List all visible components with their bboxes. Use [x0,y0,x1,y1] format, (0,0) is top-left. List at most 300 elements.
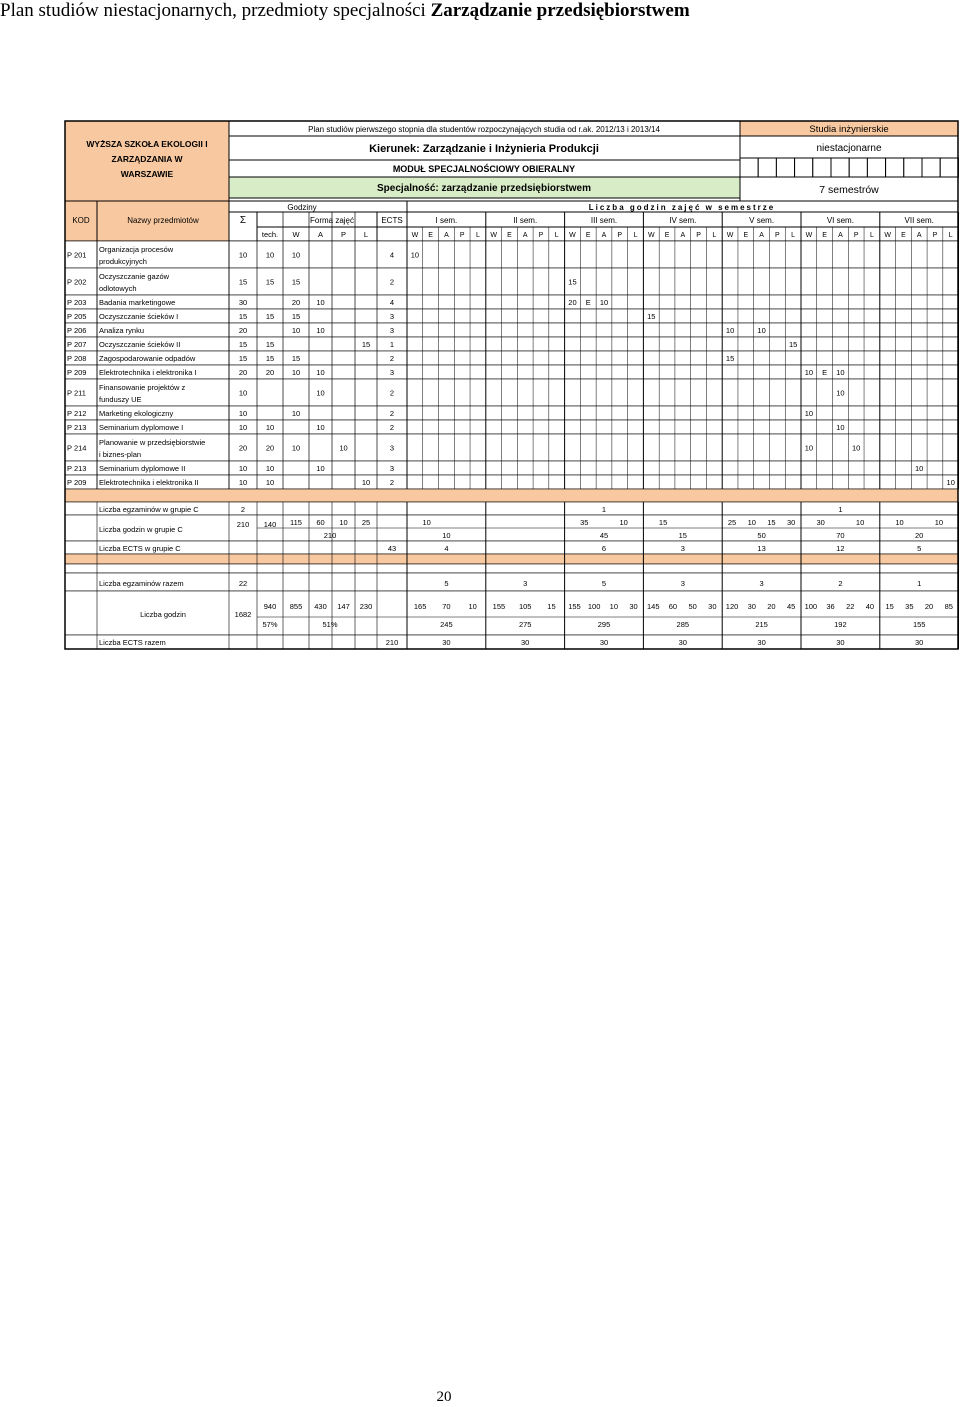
summary-value: 3 [523,579,528,588]
summary-value: 30 [757,638,766,647]
row-name: Analiza rynku [99,326,145,335]
row-sem-value: 10 [410,250,420,260]
plan-title: Plan studiów pierwszego stopnia dla studentów rozpoczynających studia od r.ak. 2012/13 i 2013/14 [308,125,660,134]
summary-value: 30 [786,518,796,527]
sem-letter: L [948,232,953,239]
row-forma: 15 [361,340,371,349]
sem-letter: E [664,232,670,239]
table-row [65,461,958,475]
sem-letter: A [601,232,607,239]
kod-label: KOD [72,216,90,225]
row-ects: 2 [389,277,395,287]
semestry: 7 semestrów [819,184,879,196]
row-tech: 20 [265,368,275,377]
sem-letter: E [743,232,749,239]
row-tech: 10 [265,250,275,260]
row-forma: 10 [291,368,301,377]
row-name: funduszy UE [99,395,142,404]
sem-letter: L [633,232,638,239]
summary-value: 30 [629,602,638,611]
form-box [740,158,758,177]
row-sum: 30 [238,298,248,307]
row-ects: 3 [389,312,395,321]
summary-value: 45 [786,602,796,611]
summary-label: Liczba egzaminów razem [99,579,184,588]
summary-value: 10 [468,602,477,611]
row-sum: 20 [238,368,248,377]
table-row [65,309,958,323]
sem-letter: E [585,232,591,239]
row-kod: P 213 [67,464,87,473]
summary-value: 1 [838,505,843,514]
summary-value: 15 [885,602,894,611]
sem-letter: W [490,232,497,239]
summary-value: 60 [668,602,678,611]
summary-value: 3 [759,579,764,588]
row-kod: P 211 [67,388,86,398]
summary-value: 155 [568,602,581,611]
summary-value: 3 [680,579,685,588]
row-tech: 10 [265,423,275,432]
summary-value: 855 [289,602,303,611]
summary-row [65,502,958,515]
table-row [65,337,958,351]
summary-value: 10 [619,518,628,527]
row-kod: P 201 [67,250,87,260]
form-box [758,158,776,177]
summary-value: 215 [755,620,768,629]
row-forma: 10 [316,326,325,335]
row-sum: 15 [238,354,248,363]
row-kod: P 209 [67,478,87,487]
sem-letter: A [759,232,764,239]
summary-value: 30 [747,602,756,611]
summary-label: Liczba ECTS w grupie C [99,544,181,553]
row-sem-value: 15 [725,354,735,363]
summary-value: 10 [895,518,904,527]
sem-letter: L [554,232,559,239]
form-box [886,158,904,177]
row-kod: P 213 [67,423,87,432]
row-sem-value: 10 [757,326,766,335]
specjalnosc: Specjalność: zarządzanie przedsiębiorstwem [377,183,591,194]
row-sem-value: 15 [568,277,577,287]
row-sum: 10 [238,409,248,418]
row-ects: 3 [389,464,395,473]
page-title [0,0,960,24]
studia-type: Studia inżynierskie [809,124,889,135]
row-ects: 2 [389,423,395,432]
form-box [922,158,940,177]
row-kod: P 207 [67,340,87,349]
summary-value: 51% [322,620,338,629]
summary-value: 35 [580,518,589,527]
summary-value: 30 [678,638,687,647]
summary-value: 275 [518,620,532,629]
sem-letter: L [712,232,717,239]
summary-value: 1 [601,505,607,514]
row-sem-value: 10 [804,368,814,377]
forma-letter: L [363,230,369,239]
row-forma: 10 [291,443,301,453]
row-tech: 20 [265,443,275,453]
row-name: Organizacja procesów [99,245,174,254]
study-plan-sheet [64,120,959,665]
summary-value: 210 [236,520,250,529]
row-forma: 15 [291,277,301,287]
row-forma: 10 [316,388,325,398]
summary-value: 3 [680,544,685,553]
table-row [65,323,958,337]
row-sem-value: 10 [836,423,845,432]
table-row [65,241,958,268]
summary-value: 12 [836,544,845,553]
godziny-header [229,201,407,212]
summary-value: 20 [915,531,924,540]
row-kod: P 205 [67,312,87,321]
row-forma: 10 [316,298,325,307]
summary-value: 100 [587,602,601,611]
summary-value: 15 [658,518,668,527]
row-ects: 4 [389,298,395,307]
summary-value: 30 [915,638,924,647]
row-sum: 10 [238,388,248,398]
row-kod: P 206 [67,326,87,335]
summary-value: 43 [387,544,397,553]
summary-value: 10 [747,518,756,527]
summary-value: 25 [727,518,737,527]
summary-value: 22 [846,602,855,611]
table-row [65,475,958,489]
row-kod: P 208 [67,354,87,363]
sem-letter: L [869,232,874,239]
summary-value: 5 [444,579,449,588]
summary-value: 36 [826,602,835,611]
row-sum: 10 [238,464,248,473]
sem-letter: A [522,232,528,239]
form-box [795,158,813,177]
summary-value: 15 [678,531,687,540]
separator-band [65,564,958,573]
sem-letter: W [569,232,576,239]
summary-row [65,573,958,591]
summary-value: 115 [290,518,302,527]
sem-letter: E [901,232,906,239]
row-sem-value: 10 [915,464,924,473]
summary-value: 50 [688,602,697,611]
row-ects: 3 [389,368,395,377]
summary-value: 30 [599,638,609,647]
sem-letter: E [428,232,433,239]
summary-value: 147 [337,602,350,611]
row-name: i biznes-plan [99,450,142,459]
row-sem-value: 10 [725,326,735,335]
summary-value: 1682 [234,610,252,619]
summary-value: 245 [440,620,453,629]
summary-value: 70 [836,531,845,540]
summary-value: 6 [601,544,607,553]
row-sum: 15 [238,277,248,287]
row-forma: 10 [291,326,301,335]
sem-letter: P [459,232,465,239]
summary-value: 120 [725,602,739,611]
sem-label: V sem. [749,216,775,225]
summary-value: 285 [676,620,690,629]
row-kod: P 202 [67,277,87,287]
summary-value: 50 [757,531,766,540]
sem-letter: W [647,232,655,239]
separator-band [65,489,958,502]
page-number: 20 [436,1389,452,1405]
summary-value: 20 [924,602,934,611]
sem-letter: L [791,232,796,239]
summary-value: 70 [442,602,451,611]
row-name: produkcyjnych [99,257,147,266]
row-tech: 15 [265,340,275,349]
sem-letter: A [444,232,449,239]
sem-letter: E [507,232,512,239]
row-kod: P 203 [67,298,87,307]
sem-letter: W [805,232,813,239]
row-name: Finansowanie projektów z [99,383,186,392]
ects-label: ECTS [381,216,403,225]
summary-value: 100 [804,602,818,611]
form-box [849,158,867,177]
row-forma: 15 [291,312,301,321]
row-name: Marketing ekologiczny [99,409,174,418]
school-name-line: WYŻSZA SZKOŁA EKOLOGII I [86,139,208,149]
row-sem-value: 10 [836,368,845,377]
row-kod: P 209 [67,368,87,377]
summary-value: 10 [339,518,348,527]
school-name-line: WARSZAWIE [120,169,174,179]
summary-value: 4 [444,544,449,553]
sem-letter: P [538,232,544,239]
row-ects: 3 [389,326,395,335]
sem-letter: A [838,232,843,239]
summary-value: 210 [323,531,337,540]
sem-label: I sem. [435,216,458,225]
modul: MODUŁ SPECJALNOŚCIOWY OBIERALNY [392,164,576,174]
summary-value: 10 [855,518,865,527]
summary-value: 10 [442,531,451,540]
summary-label: Liczba godzin [140,610,186,619]
row-sem-value: E [822,368,828,377]
sem-letter: A [916,232,922,239]
sem-label: VII sem. [904,216,934,225]
row-sem-value: 15 [647,312,656,321]
summary-value: 57% [262,620,278,629]
row-forma: 15 [291,354,301,363]
row-sem-value: 10 [851,443,861,453]
row-sum: 10 [238,250,248,260]
row-sum: 20 [238,443,248,453]
nazwy-label: Nazwy przedmiotów [127,216,199,225]
row-tech: 15 [265,354,275,363]
row-name: odlotowych [99,284,137,293]
summary-value: 2 [240,505,246,514]
row-ects: 2 [389,409,395,418]
row-name: Badania marketingowe [99,298,176,307]
summary-value: 140 [263,520,277,529]
tech-label: tech. [261,230,279,239]
summary-value: 30 [521,638,530,647]
separator-band [65,554,958,564]
sem-label: II sem. [513,216,538,225]
summary-value: 940 [263,602,277,611]
row-sem-value: 10 [946,478,955,487]
row-name: Elektrotechnika i elektronika II [99,478,199,487]
summary-value: 40 [865,602,875,611]
summary-value: 45 [599,531,609,540]
row-name: Oczyszczanie gazów [99,272,170,281]
row-sum: 10 [238,478,248,487]
sem-letter: W [726,232,734,239]
sem-label: VI sem. [826,216,854,225]
summary-value: 60 [316,518,325,527]
sem-letter: W [884,232,891,239]
form-box [940,158,958,177]
sem-label: III sem. [590,216,618,225]
summary-value: 230 [359,602,373,611]
summary-label: Liczba ECTS razem [99,638,166,647]
row-sum: 10 [238,423,248,432]
row-name: Oczyszczanie ścieków II [99,340,181,349]
row-forma: 20 [291,298,301,307]
forma-label: Forma zajęć [309,216,355,225]
summary-value: 30 [442,638,451,647]
summary-value: 105 [518,602,532,611]
row-tech: 15 [265,312,275,321]
row-forma: 10 [361,478,371,487]
row-ects: 2 [389,388,395,398]
summary-label: Liczba egzaminów w grupie C [99,505,199,514]
row-tech: 10 [265,478,275,487]
table-row [65,406,958,420]
table-row [65,268,958,295]
sem-letter: P [617,232,623,239]
table-row [65,379,958,406]
sem-letter: L [475,232,480,239]
row-forma: 10 [316,423,325,432]
sem-letter: W [411,232,419,239]
summary-row [65,635,958,649]
forma-letter: W [292,230,300,239]
row-sum: 15 [238,340,248,349]
forma-letter: P [340,230,347,239]
summary-value: 210 [385,638,399,647]
forma-letter: A [317,230,324,239]
sem-letter: P [775,232,780,239]
summary-value: 35 [905,602,914,611]
row-sum: 20 [238,326,248,335]
page-title-bold: Zarządzanie przedsiębiorstwem [430,0,690,21]
sem-letter: E [822,232,827,239]
sem-letter: P [932,232,938,239]
summary-value: 155 [912,620,926,629]
row-sum: 15 [238,312,248,321]
summary-value: 30 [836,638,845,647]
row-name: Zagospodarowanie odpadów [99,354,196,363]
kierunek: Kierunek: Zarządzanie i Inżynieria Produkcji [369,143,599,155]
sem-letter: A [680,232,686,239]
summary-value: 15 [547,602,556,611]
summary-value: 25 [361,518,371,527]
row-forma: 10 [316,368,325,377]
table-row [65,420,958,434]
row-ects: 2 [389,478,395,487]
sigma-label: Σ [239,215,247,226]
summary-value: 1 [917,579,922,588]
row-sem-value: 10 [836,388,845,398]
summary-value: 85 [944,602,953,611]
summary-value: 2 [838,579,843,588]
row-name: Oczyszczanie ścieków I [99,312,179,321]
row-ects: 1 [389,340,395,349]
row-sem-value: 10 [804,409,814,418]
summary-value: 145 [646,602,660,611]
form-box [904,158,922,177]
form-box [813,158,831,177]
summary-value: 5 [601,579,607,588]
row-kod: P 214 [67,443,87,453]
row-name: Seminarium dyplomowe II [99,464,186,473]
summary-value: 22 [238,579,248,588]
summary-value: 165 [413,602,427,611]
row-forma: 10 [291,409,301,418]
school-name-line: ZARZĄDZANIA W [111,154,183,164]
summary-value: 155 [492,602,506,611]
row-ects: 3 [389,443,395,453]
table-row [65,351,958,365]
study-plan-table [64,120,959,665]
page-title-regular: Plan studiów niestacjonarnych, przedmioty specjalności [0,0,431,21]
summary-value: 10 [609,602,619,611]
row-name: Seminarium dyplomowe I [99,423,184,432]
row-name: Elektrotechnika i elektronika I [99,368,197,377]
summary-value: 10 [934,518,944,527]
summary-label: Liczba godzin w grupie C [99,525,183,534]
row-forma: 10 [339,443,348,453]
summary-value: 15 [767,518,776,527]
summary-value: 430 [314,602,327,611]
sem-label: IV sem. [669,216,697,225]
summary-value: 20 [767,602,776,611]
row-ects: 2 [389,354,395,363]
summary-row [65,541,958,554]
row-forma: 10 [316,464,325,473]
summary-value: 13 [757,544,766,553]
row-sem-value: 15 [788,340,798,349]
studia-form: niestacjonarne [816,143,882,154]
row-ects: 4 [389,250,395,260]
summary-row [65,591,958,635]
row-sem-value: E [585,298,591,307]
row-sem-value: 10 [804,443,814,453]
form-box [867,158,885,177]
row-sem-value: 20 [568,298,577,307]
summary-value: 295 [597,620,611,629]
row-tech: 10 [265,464,275,473]
summary-value: 5 [917,544,922,553]
form-box [776,158,794,177]
godziny-label: Godziny [287,203,317,212]
table-row [65,295,958,309]
row-sem-value: 10 [599,298,609,307]
summary-value: 10 [422,518,431,527]
summary-value: 192 [834,620,847,629]
sem-letter: P [696,232,701,239]
